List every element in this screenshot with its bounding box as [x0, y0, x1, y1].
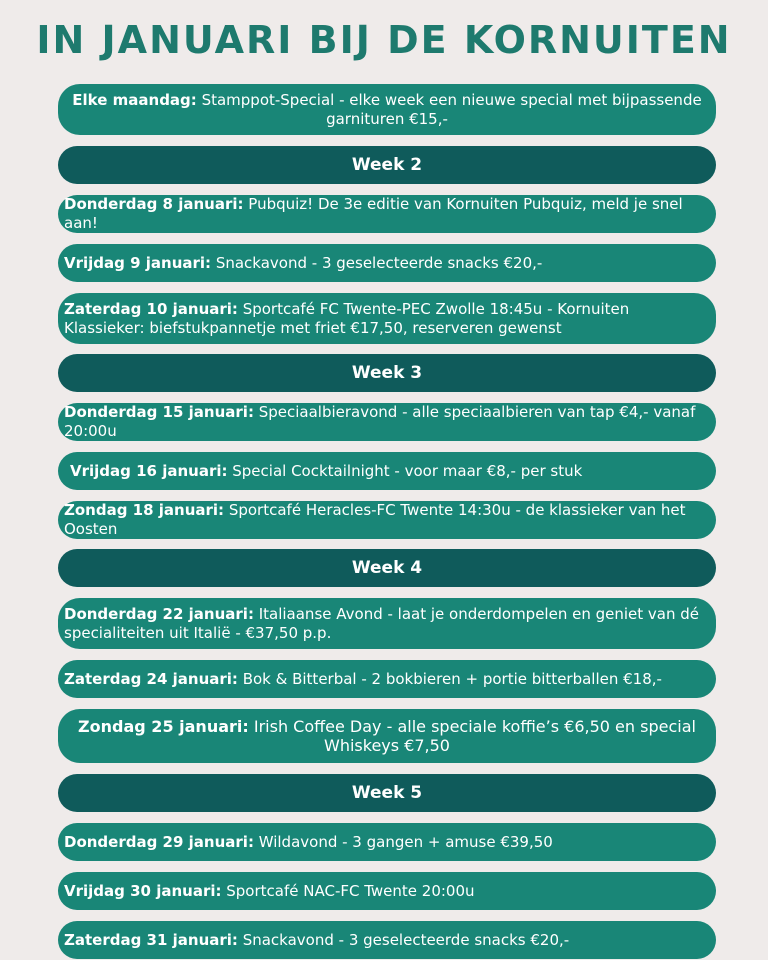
event-day: Donderdag 22 januari: [64, 604, 254, 623]
event-text: Special Cocktailnight - voor maar €8,- per stuk [227, 461, 583, 480]
event-zondag-25 [58, 709, 716, 763]
event-text: Italiaanse Avond - laat je onderdompelen en geniet van dé specialiteiten uit Italië - €37,50 p.p. [64, 604, 700, 642]
event-donderdag-15 [58, 403, 716, 441]
event-text: Sportcafé Heracles-FC Twente 14:30u - de klassieker van het Oosten [64, 501, 686, 538]
event-day: Donderdag 29 januari: [64, 832, 254, 851]
event-elke-maandag [58, 84, 716, 135]
week-4-header: Week 4 [58, 549, 716, 587]
event-day: Donderdag 15 januari: [64, 403, 254, 421]
week-5-header: Week 5 [58, 774, 716, 812]
event-text: Sportcafé FC Twente-PEC Zwolle 18:45u - Kornuiten Klassieker: biefstukpannetje met friet €17,50, reserveren gewenst [64, 299, 630, 337]
event-vrijdag-9 [58, 244, 716, 282]
event-day: Zaterdag 31 januari: [64, 930, 238, 949]
event-donderdag-8 [58, 195, 716, 233]
event-text: Bok & Bitterbal - 2 bokbieren + portie bitterballen €18,- [237, 669, 662, 688]
event-vrijdag-30 [58, 872, 716, 910]
event-day: Donderdag 8 januari: [64, 195, 244, 213]
event-day: Zaterdag 10 januari: [64, 299, 238, 318]
event-text: Snackavond - 3 geselecteerde snacks €20,- [211, 253, 543, 272]
event-day: Zondag 18 januari: [64, 501, 225, 519]
event-text: Sportcafé NAC-FC Twente 20:00u [221, 881, 475, 900]
week-2-header: Week 2 [58, 146, 716, 184]
event-zaterdag-31 [58, 921, 716, 959]
event-day: Zaterdag 24 januari: [64, 669, 238, 688]
event-day: Vrijdag 30 januari: [64, 881, 222, 900]
event-zaterdag-24 [58, 660, 716, 698]
event-day: Vrijdag 16 januari: [70, 461, 228, 480]
event-zaterdag-10 [58, 293, 716, 344]
event-text: Stamppot-Special - elke week een nieuwe special met bijpassende garnituren €15,- [196, 90, 702, 128]
event-day: Vrijdag 9 januari: [64, 253, 212, 272]
event-day: Zondag 25 januari: [78, 717, 249, 736]
event-zondag-18 [58, 501, 716, 539]
event-text: Wildavond - 3 gangen + amuse €39,50 [253, 832, 553, 851]
event-donderdag-29 [58, 823, 716, 861]
page-title: IN JANUARI BIJ DE KORNUITEN [36, 18, 732, 62]
week-3-header: Week 3 [58, 354, 716, 392]
event-text: Irish Coffee Day - alle speciale koffie’s €6,50 en special Whiskeys €7,50 [248, 717, 696, 755]
event-day: Elke maandag: [72, 90, 197, 109]
event-text: Speciaalbieravond - alle speciaalbieren van tap €4,- vanaf 20:00u [64, 403, 696, 440]
event-donderdag-22 [58, 598, 716, 649]
event-vrijdag-16 [58, 452, 716, 490]
event-text: Snackavond - 3 geselecteerde snacks €20,- [237, 930, 570, 949]
event-text: Pubquiz! De 3e editie van Kornuiten Pubquiz, meld je snel aan! [64, 195, 683, 232]
